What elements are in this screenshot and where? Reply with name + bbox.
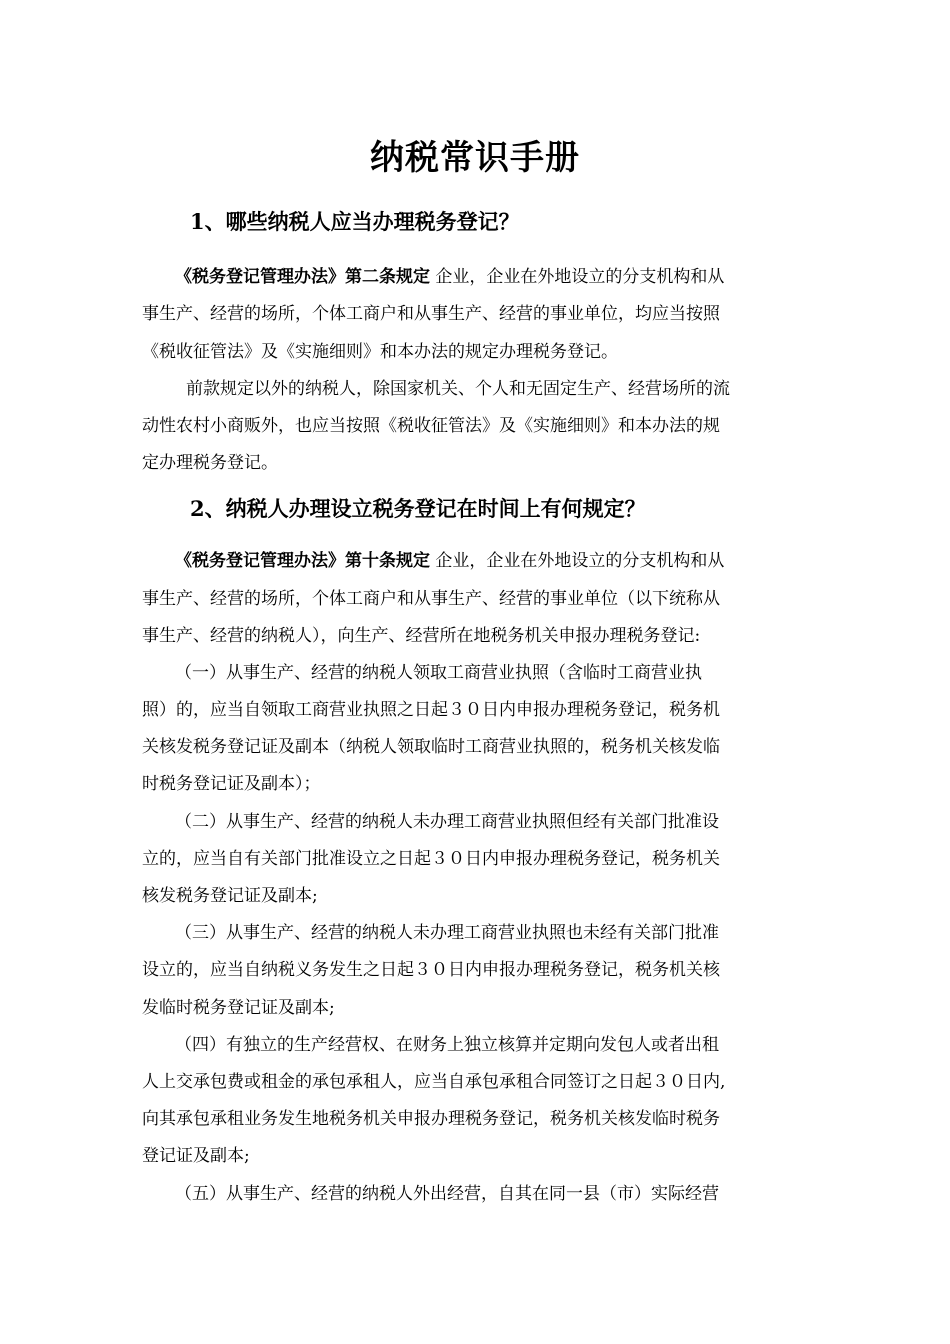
paragraph-line: 事生产、经营的场所，个体工商户和从事生产、经营的事业单位，均应当按照 xyxy=(142,304,720,324)
paragraph-line: （四）有独立的生产经营权、在财务上独立核算并定期向发包人或者出租 xyxy=(175,1035,719,1055)
paragraph-line: 向其承包承租业务发生地税务机关申报办理税务登记，税务机关核发临时税务 xyxy=(142,1109,720,1129)
paragraph-line: 核发税务登记证及副本; xyxy=(142,886,318,906)
paragraph-line: （五）从事生产、经营的纳税人外出经营，自其在同一县（市）实际经营 xyxy=(175,1184,719,1204)
paragraph-line: 前款规定以外的纳税人，除国家机关、个人和无固定生产、经营场所的流 xyxy=(186,379,730,399)
article-reference: 《税务登记管理办法》第二条规定 xyxy=(175,267,430,287)
section-2-para-1-line-1 xyxy=(175,546,724,571)
paragraph-line: 立的，应当自有关部门批准设立之日起３０日内申报办理税务登记，税务机关 xyxy=(142,849,720,869)
paragraph-line: 人上交承包费或租金的承包承租人，应当自承包承租合同签订之日起３０日内, xyxy=(142,1072,726,1092)
paragraph-line: （一）从事生产、经营的纳税人领取工商营业执照（含临时工商营业执 xyxy=(175,663,702,683)
paragraph-line: 登记证及副本; xyxy=(142,1146,250,1166)
paragraph-line: （二）从事生产、经营的纳税人未办理工商营业执照但经有关部门批准设 xyxy=(175,812,719,832)
paragraph-line: 《税收征管法》及《实施细则》和本办法的规定办理税务登记。 xyxy=(142,342,618,362)
section-1-para-1-line-1 xyxy=(175,262,724,287)
paragraph-line: 发临时税务登记证及副本; xyxy=(142,998,335,1018)
paragraph-line: 事生产、经营的场所，个体工商户和从事生产、经营的事业单位（以下统称从 xyxy=(142,589,720,609)
paragraph-line: 时税务登记证及副本）； xyxy=(142,774,321,794)
section-1-heading: 1、哪些纳税人应当办理税务登记？ xyxy=(190,209,520,234)
article-reference: 《税务登记管理办法》第十条规定 xyxy=(175,551,430,571)
paragraph-line: 关核发税务登记证及副本（纳税人领取临时工商营业执照的，税务机关核发临 xyxy=(142,737,720,757)
section-2-heading: 2、纳税人办理设立税务登记在时间上有何规定？ xyxy=(190,496,646,521)
paragraph-text: 企业，企业在外地设立的分支机构和从 xyxy=(430,551,725,571)
document-title: 纳税常识手册 xyxy=(370,138,580,178)
paragraph-line: 设立的，应当自纳税义务发生之日起３０日内申报办理税务登记，税务机关核 xyxy=(142,960,720,980)
paragraph-line: 定办理税务登记。 xyxy=(142,453,278,473)
paragraph-line: 照）的，应当自领取工商营业执照之日起３０日内申报办理税务登记，税务机 xyxy=(142,700,720,720)
paragraph-line: 事生产、经营的纳税人），向生产、经营所在地税务机关申报办理税务登记: xyxy=(142,626,701,646)
paragraph-text: 企业，企业在外地设立的分支机构和从 xyxy=(430,267,725,287)
paragraph-line: （三）从事生产、经营的纳税人未办理工商营业执照也未经有关部门批准 xyxy=(175,923,719,943)
paragraph-line: 动性农村小商贩外，也应当按照《税收征管法》及《实施细则》和本办法的规 xyxy=(142,416,720,436)
